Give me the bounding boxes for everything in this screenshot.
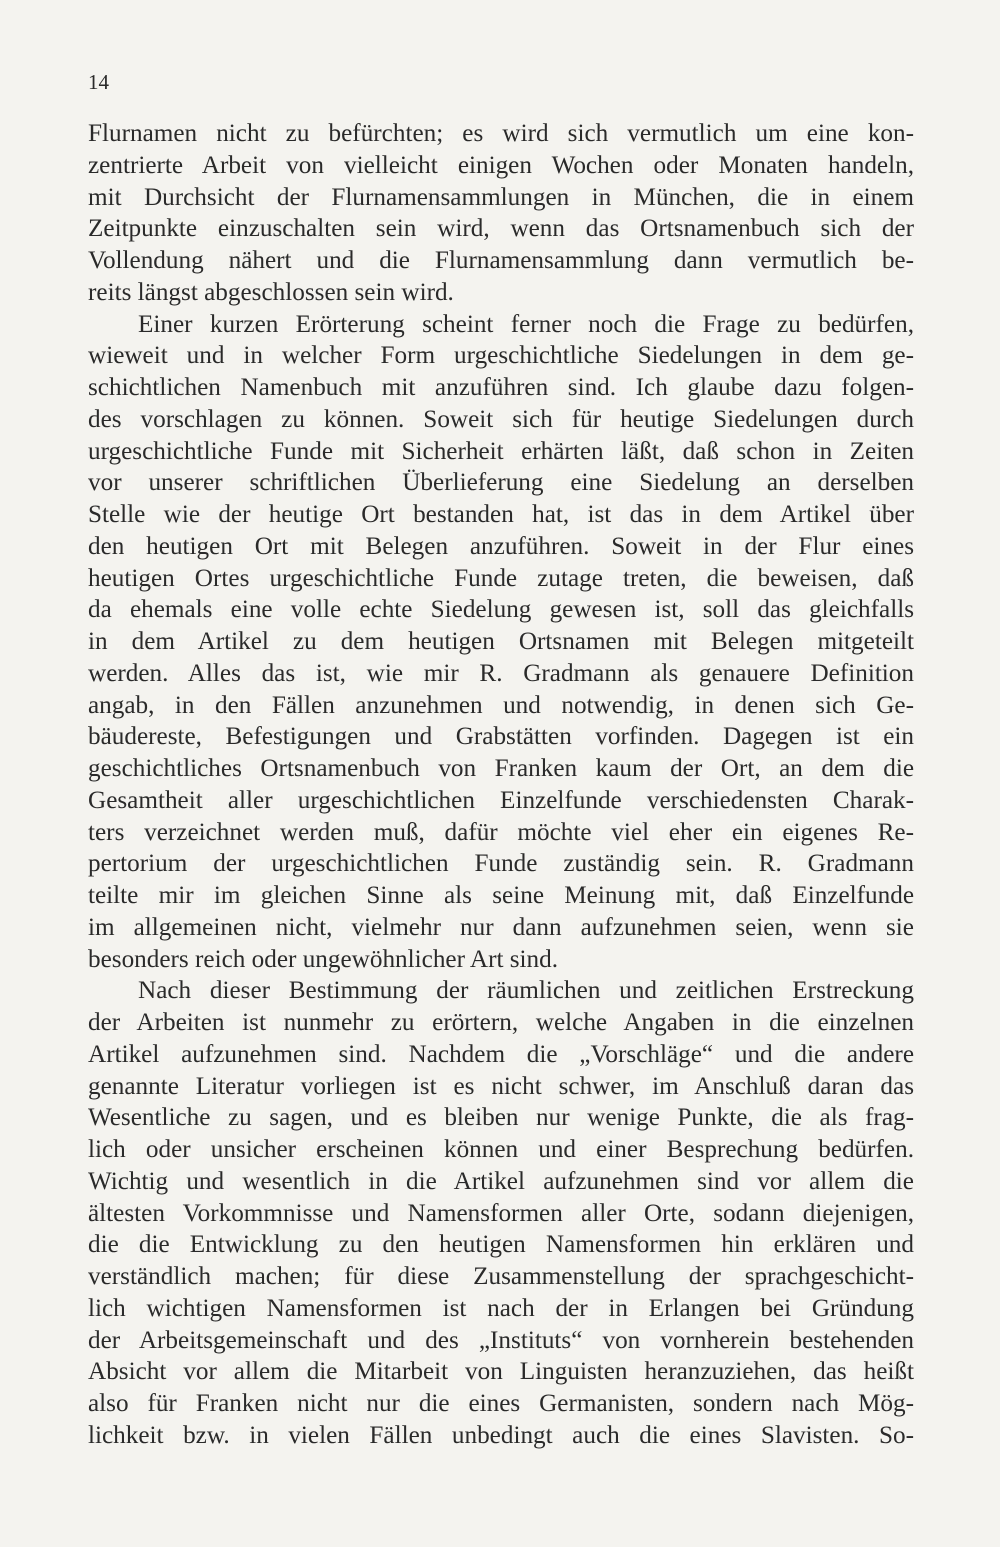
text-line: geschichtliches Ortsnamenbuch von Franken kaum der Ort, an dem die bbox=[88, 755, 914, 782]
text-line: lichkeit bzw. in vielen Fällen unbedingt auch die eines Slavisten. So- bbox=[88, 1421, 914, 1449]
text-line: Flurnamen nicht zu befürchten; es wird sich vermutlich um eine kon- bbox=[88, 120, 914, 147]
text-line: Wichtig und wesentlich in die Artikel aufzunehmen sind vor allem die bbox=[88, 1167, 914, 1195]
text-line: bäudereste, Befestigungen und Grabstätten vorfinden. Dagegen ist ein bbox=[88, 723, 914, 751]
text-line: Gesamtheit aller urgeschichtlichen Einzelfunde verschiedensten Charak- bbox=[88, 786, 914, 814]
text-line: Vollendung nähert und die Flurnamensammlung dann vermutlich be- bbox=[88, 247, 914, 274]
text-line: der Arbeitsgemeinschaft und des „Instituts“ von vornherein bestehenden bbox=[88, 1326, 914, 1354]
text-line: Einer kurzen Erörterung scheint ferner noch die Frage zu bedürfen, bbox=[138, 310, 914, 338]
text-line: pertorium der urgeschichtlichen Funde zuständig sein. R. Gradmann bbox=[88, 850, 914, 878]
text-line: Wesentliche zu sagen, und es bleiben nur wenige Punkte, die als frag- bbox=[88, 1104, 914, 1132]
text-line: besonders reich oder ungewöhnlicher Art sind. bbox=[88, 945, 559, 973]
page-number: 14 bbox=[88, 70, 109, 94]
text-line: Absicht vor allem die Mitarbeit von Linguisten heranzuziehen, das heißt bbox=[88, 1358, 914, 1386]
text-line: also für Franken nicht nur die eines Germanisten, sondern nach Mög- bbox=[88, 1390, 914, 1417]
text-line: Artikel aufzunehmen sind. Nachdem die „Vorschläge“ und die andere bbox=[88, 1040, 914, 1068]
text-line: Stelle wie der heutige Ort bestanden hat, ist das in dem Artikel über bbox=[88, 501, 914, 528]
text-line: ältesten Vorkommnisse und Namensformen aller Orte, sodann diejenigen, bbox=[88, 1199, 914, 1227]
text-line: im allgemeinen nicht, vielmehr nur dann aufzunehmen seien, wenn sie bbox=[88, 913, 914, 941]
text-line: der Arbeiten ist nunmehr zu erörtern, welche Angaben in die einzelnen bbox=[88, 1009, 914, 1036]
text-line: mit Durchsicht der Flurnamensammlungen in München, die in einem bbox=[88, 183, 914, 211]
text-line: in dem Artikel zu dem heutigen Ortsnamen mit Belegen mitgeteilt bbox=[88, 628, 914, 655]
text-line: werden. Alles das ist, wie mir R. Gradmann als genauere Definition bbox=[88, 659, 914, 687]
text-line: verständlich machen; für diese Zusammenstellung der sprachgeschicht- bbox=[88, 1263, 914, 1290]
body-text bbox=[88, 118, 914, 1452]
text-line: genannte Literatur vorliegen ist es nicht schwer, im Anschluß daran das bbox=[88, 1072, 914, 1100]
text-line: zentrierte Arbeit von vielleicht einigen Wochen oder Monaten handeln, bbox=[88, 151, 914, 179]
text-line: heutigen Ortes urgeschichtliche Funde zutage treten, die beweisen, daß bbox=[88, 564, 914, 592]
text-line: den heutigen Ort mit Belegen anzuführen. Soweit in der Flur eines bbox=[88, 532, 914, 560]
text-line: schichtlichen Namenbuch mit anzuführen sind. Ich glaube dazu folgen- bbox=[88, 374, 914, 401]
text-line: lich wichtigen Namensformen ist nach der in Erlangen bei Gründung bbox=[88, 1294, 914, 1322]
text-line: reits längst abgeschlossen sein wird. bbox=[88, 278, 454, 306]
text-line: Nach dieser Bestimmung der räumlichen und zeitlichen Erstreckung bbox=[138, 977, 914, 1005]
text-line: die die Entwicklung zu den heutigen Namensformen hin erklären und bbox=[88, 1231, 914, 1259]
text-line: lich oder unsicher erscheinen können und einer Besprechung bedürfen. bbox=[88, 1136, 914, 1163]
text-line: da ehemals eine volle echte Siedelung gewesen ist, soll das gleichfalls bbox=[88, 596, 914, 624]
text-line: angab, in den Fällen anzunehmen und notwendig, in denen sich Ge- bbox=[88, 691, 914, 719]
text-line: urgeschichtliche Funde mit Sicherheit erhärten läßt, daß schon in Zeiten bbox=[88, 437, 914, 465]
text-line: ters verzeichnet werden muß, dafür möchte viel eher ein eigenes Re- bbox=[88, 818, 914, 846]
text-line: des vorschlagen zu können. Soweit sich für heutige Siedelungen durch bbox=[88, 405, 914, 433]
text-line: wieweit und in welcher Form urgeschichtliche Siedelungen in dem ge- bbox=[88, 342, 914, 370]
text-line: Zeitpunkte einzuschalten sein wird, wenn das Ortsnamenbuch sich der bbox=[88, 215, 914, 243]
text-line: teilte mir im gleichen Sinne als seine Meinung mit, daß Einzelfunde bbox=[88, 882, 914, 909]
text-line: vor unserer schriftlichen Überlieferung eine Siedelung an derselben bbox=[88, 469, 914, 497]
